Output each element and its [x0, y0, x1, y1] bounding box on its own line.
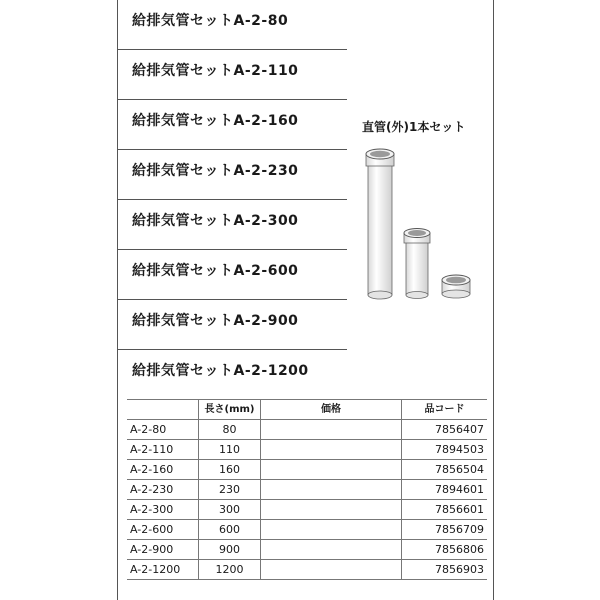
product-set-label: 給排気管セットA-2-80	[132, 13, 289, 29]
product-set-label: 給排気管セットA-2-230	[132, 163, 299, 179]
cell-code: 7856407	[402, 420, 488, 440]
pipe-set-illustration	[355, 140, 485, 310]
cell-model: A-2-1200	[127, 560, 199, 580]
cell-code: 7894503	[402, 440, 488, 460]
product-set-label: 給排気管セットA-2-600	[132, 263, 299, 279]
frame-right-border	[493, 0, 494, 600]
cell-price	[261, 520, 402, 540]
cell-code: 7856903	[402, 560, 488, 580]
cell-code: 7894601	[402, 480, 488, 500]
cell-length: 160	[199, 460, 261, 480]
product-set-item	[118, 100, 347, 150]
cell-length: 300	[199, 500, 261, 520]
cell-length: 80	[199, 420, 261, 440]
cell-model: A-2-230	[127, 480, 199, 500]
product-set-list	[118, 0, 347, 400]
cell-code: 7856504	[402, 460, 488, 480]
product-set-item	[118, 50, 347, 100]
product-set-item	[118, 350, 347, 400]
cell-length: 600	[199, 520, 261, 540]
cell-price	[261, 540, 402, 560]
cell-length: 900	[199, 540, 261, 560]
cell-length: 1200	[199, 560, 261, 580]
table-row	[127, 480, 487, 500]
header-length: 長さ(mm)	[199, 400, 261, 420]
cell-code: 7856601	[402, 500, 488, 520]
product-set-label: 給排気管セットA-2-110	[132, 63, 299, 79]
medium-pipe-icon	[404, 229, 430, 299]
product-set-item	[118, 150, 347, 200]
product-set-label: 給排気管セットA-2-300	[132, 213, 299, 229]
spec-table	[127, 399, 487, 580]
header-model	[127, 400, 199, 420]
cell-price	[261, 440, 402, 460]
cell-model: A-2-300	[127, 500, 199, 520]
product-set-item	[118, 300, 347, 350]
table-row	[127, 460, 487, 480]
cell-length: 110	[199, 440, 261, 460]
cell-model: A-2-600	[127, 520, 199, 540]
cell-code: 7856709	[402, 520, 488, 540]
long-pipe-icon	[366, 149, 394, 299]
table-header-row	[127, 400, 487, 420]
cell-price	[261, 500, 402, 520]
product-set-label: 給排気管セットA-2-900	[132, 313, 299, 329]
cell-price	[261, 560, 402, 580]
cell-price	[261, 420, 402, 440]
cell-length: 230	[199, 480, 261, 500]
table-row	[127, 440, 487, 460]
cell-model: A-2-160	[127, 460, 199, 480]
product-set-label: 給排気管セットA-2-160	[132, 113, 299, 129]
cell-model: A-2-80	[127, 420, 199, 440]
cell-price	[261, 480, 402, 500]
short-pipe-icon	[442, 275, 470, 298]
table-row	[127, 420, 487, 440]
illustration-caption: 直管(外)1本セット	[362, 120, 466, 134]
product-set-item	[118, 200, 347, 250]
table-row	[127, 500, 487, 520]
header-code: 品コード	[402, 400, 488, 420]
cell-code: 7856806	[402, 540, 488, 560]
product-set-label: 給排気管セットA-2-1200	[132, 363, 309, 379]
product-set-item	[118, 0, 347, 50]
cell-price	[261, 460, 402, 480]
product-set-item	[118, 250, 347, 300]
cell-model: A-2-900	[127, 540, 199, 560]
header-price: 価格	[261, 400, 402, 420]
cell-model: A-2-110	[127, 440, 199, 460]
table-row	[127, 520, 487, 540]
table-row	[127, 540, 487, 560]
table-row	[127, 560, 487, 580]
